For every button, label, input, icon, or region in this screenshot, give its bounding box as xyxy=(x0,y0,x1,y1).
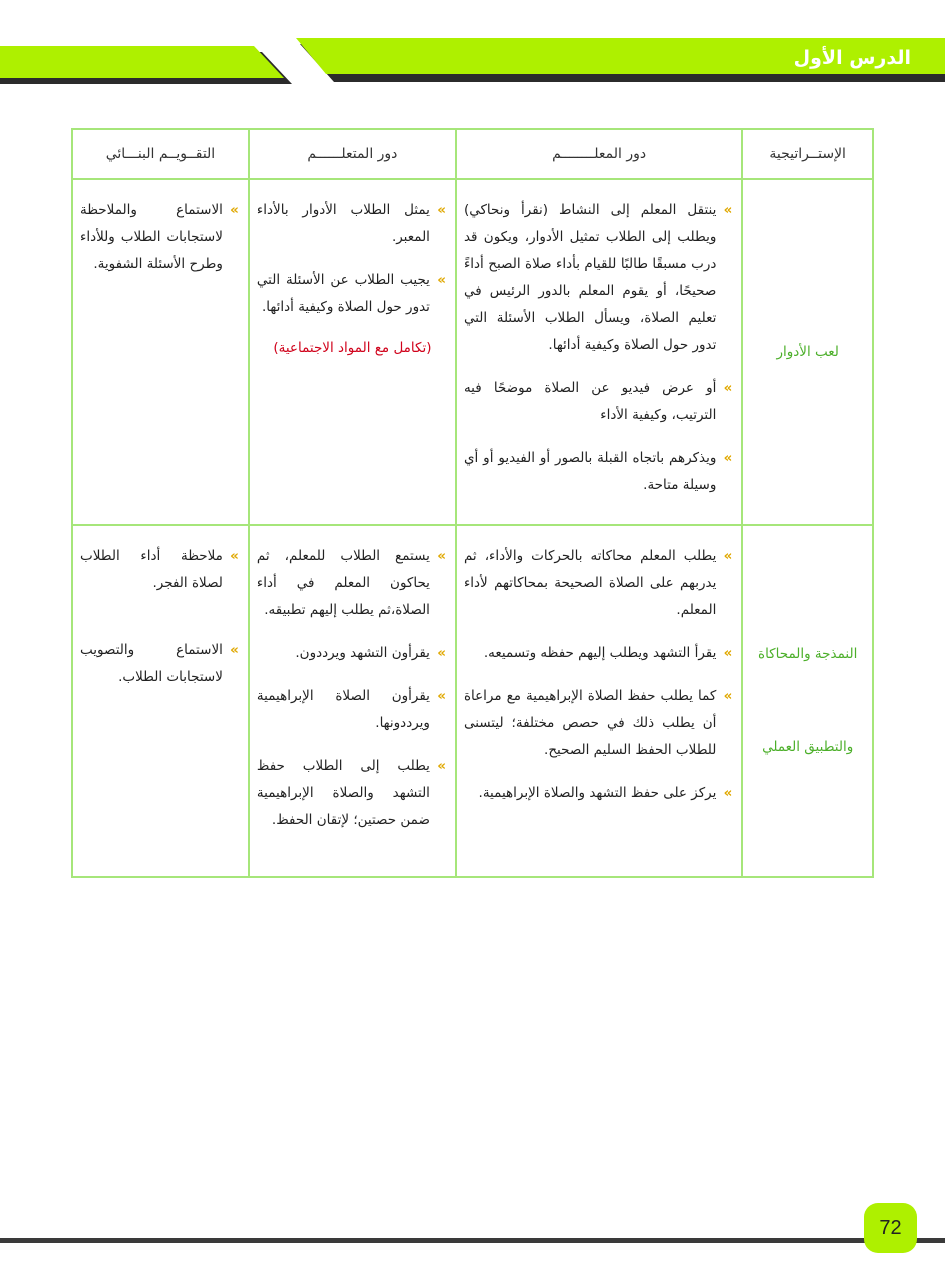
bullet-icon: » xyxy=(437,548,446,564)
integration-note: (تكامل مع المواد الاجتماعية) xyxy=(273,340,432,356)
table-header-row xyxy=(72,129,873,179)
list-item: » يمثل الطلاب الأدوار بالأداء المعبر. xyxy=(257,197,446,251)
evaluation-cell xyxy=(72,525,249,877)
list-item: » ملاحظة أداء الطلاب لصلاة الفجر. xyxy=(80,543,239,597)
list-item: » يطلب المعلم محاكاته بالحركات والأداء، ثم يدربهم على الصلاة الصحيحة بمحاكاتهم لأداء المعلم. xyxy=(464,543,732,624)
footer-line xyxy=(0,1238,945,1243)
bullet-icon: » xyxy=(723,450,733,466)
list-item: » ينتقل المعلم إلى النشاط (نقرأ ونحاكي) ويطلب إلى الطلاب تمثيل الأدوار، ويكون قد درب مسبقًا طالبًا للقيام بأداء صلاة الصبح أداءً صحيحًا، أو يقوم المعلم بالدور الرئيس في تعليم الصلاة، ويسأل الطلاب الأسئلة التي تدور حول الصلاة وكيفية أدائها. xyxy=(464,197,732,359)
student-role-cell xyxy=(249,525,456,877)
teacher-role-cell xyxy=(456,525,742,877)
header-student-role: دور المتعلــــــم xyxy=(249,129,456,179)
list-item: » يقرأون التشهد ويرددون. xyxy=(257,640,446,667)
strategy-name: والتطبيق العملي xyxy=(762,739,854,755)
strategy-name: النمذجة والمحاكاة xyxy=(758,646,858,662)
header-evaluation: التقــويــم البنـــائي xyxy=(72,129,249,179)
header-strategy: الإستــراتيجية xyxy=(742,129,873,179)
strategy-cell xyxy=(742,525,873,877)
bullet-icon: » xyxy=(437,688,446,704)
table-row xyxy=(72,179,873,525)
lesson-strategy-table xyxy=(71,128,874,878)
bullet-icon: » xyxy=(437,272,446,288)
student-role-cell xyxy=(249,179,456,525)
bullet-icon: » xyxy=(723,688,733,704)
list-item: » أو عرض فيديو عن الصلاة موضحًا فيه الترتيب، وكيفية الأداء xyxy=(464,375,732,429)
header-teacher-role: دور المعلــــــــم xyxy=(456,129,742,179)
bullet-icon: » xyxy=(723,645,733,661)
list-item: » ويذكرهم باتجاه القبلة بالصور أو الفيديو أو أي وسيلة متاحة. xyxy=(464,445,732,499)
strategy-name: لعب الأدوار xyxy=(776,343,839,360)
bullet-icon: » xyxy=(437,645,446,661)
bullet-icon: » xyxy=(437,202,446,218)
table-row xyxy=(72,525,873,877)
page-number: 72 xyxy=(864,1203,917,1253)
list-item: » يركز على حفظ التشهد والصلاة الإبراهيمية. xyxy=(464,780,732,807)
bullet-icon: » xyxy=(437,758,446,774)
list-item: » الاستماع والتصويب لاستجابات الطلاب. xyxy=(80,637,239,691)
evaluation-cell xyxy=(72,179,249,525)
list-item: » يقرأون الصلاة الإبراهيمية ويرددونها. xyxy=(257,683,446,737)
bullet-icon: » xyxy=(723,785,733,801)
list-item: » يقرأ التشهد ويطلب إليهم حفظه وتسميعه. xyxy=(464,640,732,667)
bullet-icon: » xyxy=(723,380,733,396)
bullet-icon: » xyxy=(230,548,239,564)
list-item: » يطلب إلى الطلاب حفظ التشهد والصلاة الإبراهيمية ضمن حصتين؛ لإتقان الحفظ. xyxy=(257,753,446,834)
bullet-icon: » xyxy=(723,202,733,218)
list-item: » كما يطلب حفظ الصلاة الإبراهيمية مع مراعاة أن يطلب ذلك في حصص مختلفة؛ ليتسنى للطلاب الحفظ السليم الصحيح. xyxy=(464,683,732,764)
lesson-title: الدرس الأول xyxy=(793,47,911,69)
list-item: » الاستماع والملاحظة لاستجابات الطلاب وللأداء وطرح الأسئلة الشفوية. xyxy=(80,197,239,278)
header-banner xyxy=(0,0,945,95)
strategy-cell xyxy=(742,179,873,525)
bullet-icon: » xyxy=(230,642,239,658)
list-item: » يجيب الطلاب عن الأسئلة التي تدور حول الصلاة وكيفية أدائها. xyxy=(257,267,446,321)
bullet-icon: » xyxy=(723,548,733,564)
teacher-role-cell xyxy=(456,179,742,525)
list-item: » يستمع الطلاب للمعلم، ثم يحاكون المعلم في أداء الصلاة،ثم يطلب إليهم تطبيقه. xyxy=(257,543,446,624)
bullet-icon: » xyxy=(230,202,239,218)
